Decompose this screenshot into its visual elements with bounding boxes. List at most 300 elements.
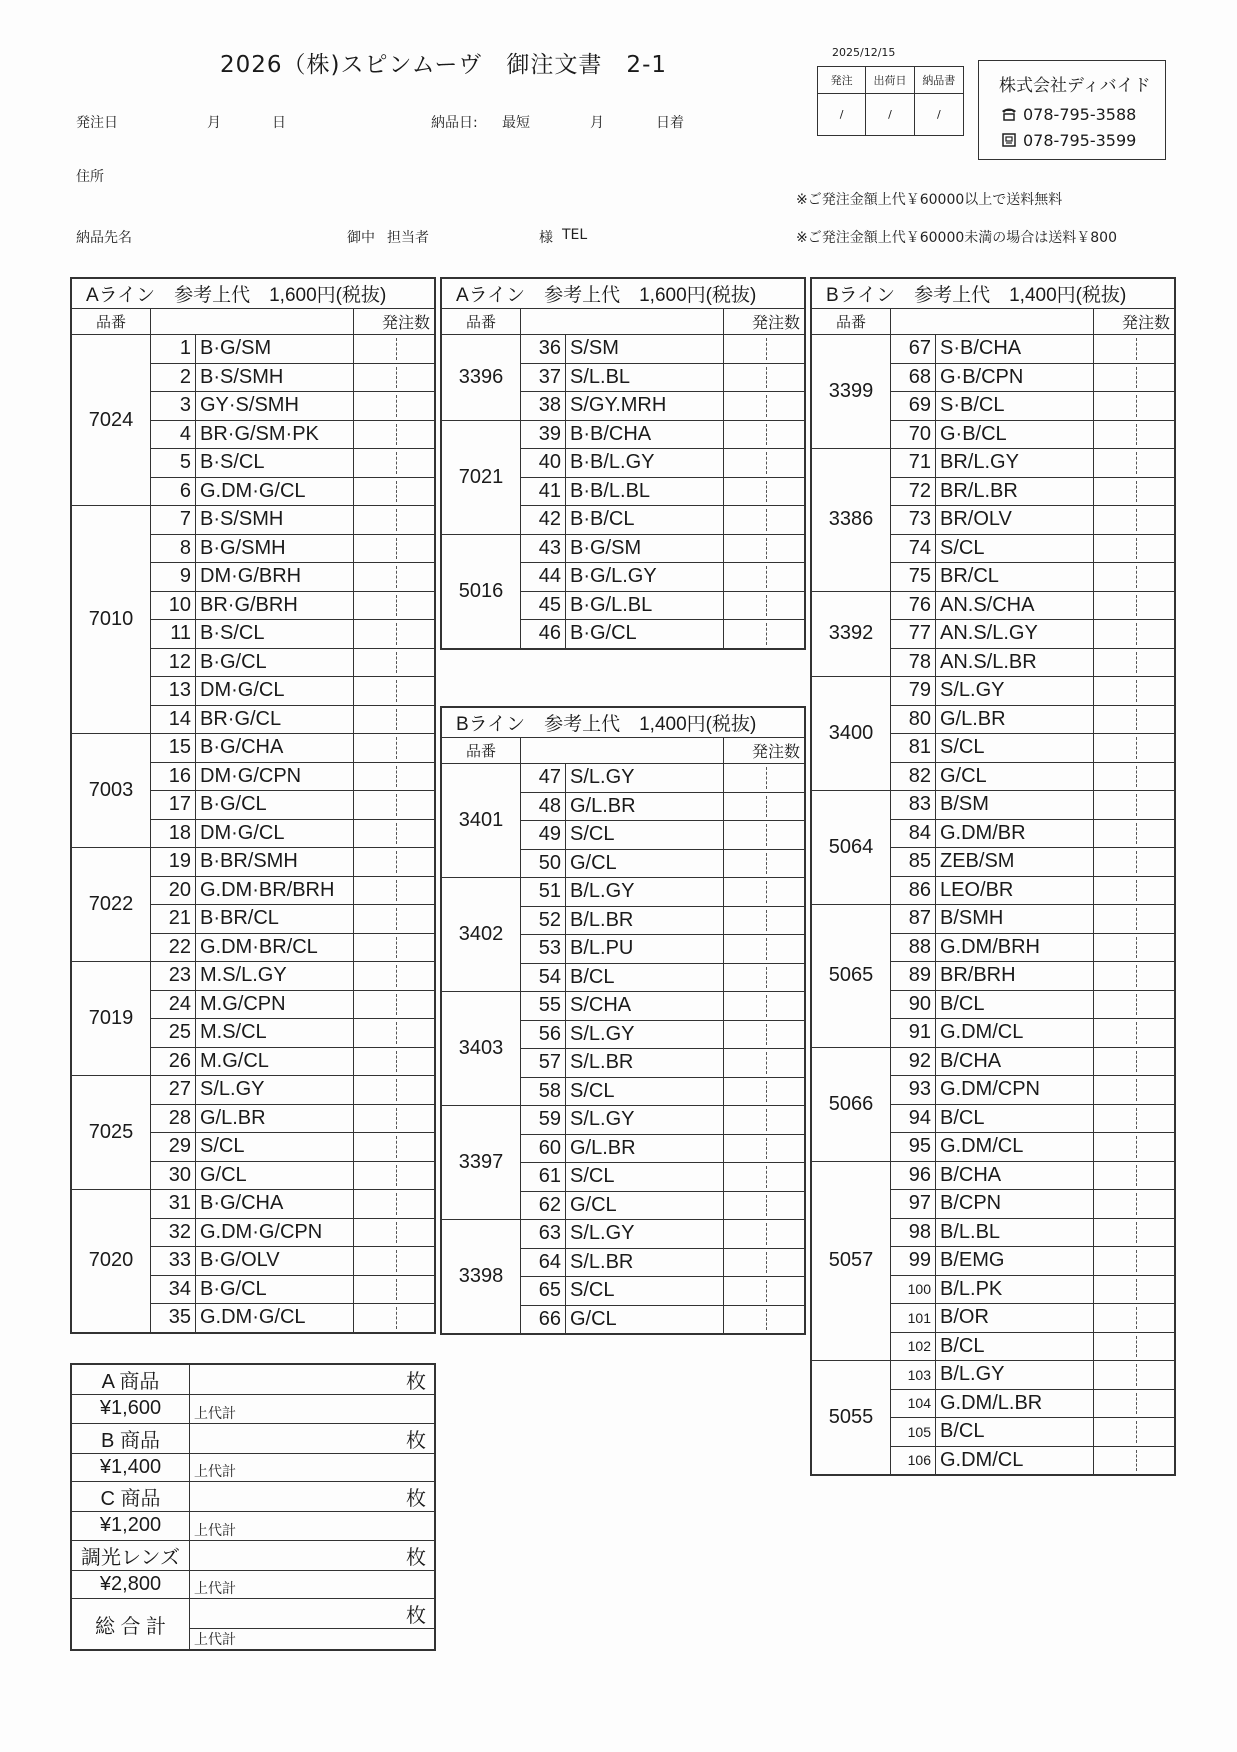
color-code: BR/L.GY <box>936 449 1094 478</box>
color-code: B/CL <box>936 1104 1094 1133</box>
table-row <box>441 992 805 1021</box>
table-row <box>71 734 435 763</box>
color-code: S/L.BR <box>566 1049 724 1078</box>
order-qty-field[interactable] <box>1094 990 1176 1019</box>
item-number: 106 <box>891 1446 936 1475</box>
item-number: 66 <box>521 1305 566 1334</box>
summary-row <box>71 1423 435 1453</box>
order-qty-field[interactable] <box>354 1275 436 1304</box>
order-qty-field[interactable] <box>724 1248 806 1277</box>
order-qty-field[interactable] <box>1094 962 1176 991</box>
order-qty-field[interactable] <box>724 878 806 907</box>
item-number: 53 <box>521 935 566 964</box>
color-code: M.S/L.GY <box>196 962 354 991</box>
grand-total-label: 総 合 計 <box>71 1599 190 1651</box>
item-number: 100 <box>891 1275 936 1304</box>
model-number: 5064 <box>811 791 891 905</box>
color-code: S/L.BL <box>566 363 724 392</box>
item-number: 90 <box>891 990 936 1019</box>
table-row <box>441 1220 805 1249</box>
color-code: G.DM/BR <box>936 819 1094 848</box>
item-number: 62 <box>521 1191 566 1220</box>
order-qty-field[interactable] <box>1094 1104 1176 1133</box>
order-qty-field[interactable] <box>354 1019 436 1048</box>
color-code: B·G/L.GY <box>566 563 724 592</box>
model-number: 3386 <box>811 449 891 592</box>
order-qty-field[interactable] <box>1094 534 1176 563</box>
order-qty-field[interactable] <box>724 1077 806 1106</box>
order-qty-field[interactable] <box>1094 591 1176 620</box>
table-row <box>811 449 1175 478</box>
color-code: GY·S/SMH <box>196 392 354 421</box>
item-number: 86 <box>891 876 936 905</box>
model-number: 5065 <box>811 905 891 1048</box>
color-code: AN.S/CHA <box>936 591 1094 620</box>
order-day-label: 日 <box>272 115 286 131</box>
order-qty-field[interactable] <box>1094 335 1176 364</box>
order-qty-field[interactable] <box>354 591 436 620</box>
color-code: G·B/CPN <box>936 363 1094 392</box>
order-qty-field[interactable] <box>354 449 436 478</box>
order-qty-field[interactable] <box>354 477 436 506</box>
table-row <box>441 335 805 364</box>
item-number: 61 <box>521 1163 566 1192</box>
color-code: B·G/SMH <box>196 534 354 563</box>
model-number: 7010 <box>71 506 151 734</box>
table-caption: Bライン 参考上代 1,400円(税抜) <box>811 278 1175 309</box>
item-number: 43 <box>521 534 566 563</box>
order-qty-field[interactable] <box>724 1220 806 1249</box>
color-code: B·G/SM <box>566 534 724 563</box>
order-qty-field[interactable] <box>1094 392 1176 421</box>
item-number: 50 <box>521 849 566 878</box>
color-code: DM·G/CPN <box>196 762 354 791</box>
color-code: ZEB/SM <box>936 848 1094 877</box>
color-code: B/L.BL <box>936 1218 1094 1247</box>
color-code: AN.S/L.BR <box>936 648 1094 677</box>
count-field[interactable]: 枚 <box>190 1423 436 1453</box>
order-qty-field[interactable] <box>1094 1304 1176 1333</box>
summary-row <box>71 1395 435 1424</box>
summary-row <box>71 1540 435 1570</box>
col-header-model: 品番 <box>71 309 151 335</box>
item-number: 91 <box>891 1019 936 1048</box>
model-number: 5066 <box>811 1047 891 1161</box>
col-header-qty: 発注数 <box>354 309 436 335</box>
order-qty-field[interactable] <box>1094 848 1176 877</box>
item-number: 84 <box>891 819 936 848</box>
order-qty-field[interactable] <box>1094 1247 1176 1276</box>
color-code: B·S/CL <box>196 449 354 478</box>
total-price-field[interactable]: 上代計 <box>190 1512 436 1541</box>
order-qty-field[interactable] <box>1094 876 1176 905</box>
order-qty-field[interactable] <box>354 705 436 734</box>
color-code: B/CL <box>566 963 724 992</box>
table-row <box>441 878 805 907</box>
sama-label: 様 <box>539 230 553 246</box>
order-qty-field[interactable] <box>724 764 806 793</box>
item-number: 52 <box>521 906 566 935</box>
color-code: G/CL <box>566 849 724 878</box>
summary-table <box>70 1363 436 1651</box>
order-qty-field[interactable] <box>354 819 436 848</box>
order-qty-field[interactable] <box>1094 1047 1176 1076</box>
shipping-note-free: ※ご発注金額上代￥60000以上で送料無料 <box>796 192 1063 208</box>
color-code: G.DM/CPN <box>936 1076 1094 1105</box>
onchu-label: 御中 <box>347 230 375 246</box>
model-number: 7022 <box>71 848 151 962</box>
item-number: 6 <box>151 477 196 506</box>
item-number: 35 <box>151 1304 196 1333</box>
order-qty-field[interactable] <box>354 1161 436 1190</box>
model-number: 5016 <box>441 534 521 649</box>
order-qty-field[interactable] <box>724 906 806 935</box>
order-qty-field[interactable] <box>1094 734 1176 763</box>
item-number: 1 <box>151 335 196 364</box>
order-qty-field[interactable] <box>1094 819 1176 848</box>
table-row <box>811 591 1175 620</box>
table-row <box>441 764 805 793</box>
item-number: 74 <box>891 534 936 563</box>
order-qty-field[interactable] <box>354 990 436 1019</box>
order-qty-field[interactable] <box>354 848 436 877</box>
order-qty-field[interactable] <box>354 791 436 820</box>
order-qty-field[interactable] <box>1094 620 1176 649</box>
color-code: B/L.PU <box>566 935 724 964</box>
order-qty-field[interactable] <box>1094 933 1176 962</box>
delivery-earliest-label: 最短 <box>502 115 530 131</box>
model-number: 5057 <box>811 1161 891 1361</box>
order-qty-field[interactable] <box>724 534 806 563</box>
order-qty-field[interactable] <box>724 1106 806 1135</box>
summary-row <box>71 1364 435 1395</box>
order-qty-field[interactable] <box>724 392 806 421</box>
order-qty-field[interactable] <box>1094 1133 1176 1162</box>
item-number: 57 <box>521 1049 566 1078</box>
color-code: S/CL <box>566 1277 724 1306</box>
order-qty-field[interactable] <box>354 506 436 535</box>
color-code: B/L.GY <box>936 1361 1094 1390</box>
color-code: M.S/CL <box>196 1019 354 1048</box>
order-qty-field[interactable] <box>1094 705 1176 734</box>
order-qty-field[interactable] <box>724 420 806 449</box>
model-number: 3399 <box>811 335 891 449</box>
color-code: AN.S/L.GY <box>936 620 1094 649</box>
table-row <box>811 677 1175 706</box>
total-price-field[interactable]: 上代計 <box>190 1570 436 1599</box>
product-class-price: ¥2,800 <box>71 1570 190 1599</box>
order-qty-field[interactable] <box>724 563 806 592</box>
product-table-a-middle <box>440 277 806 650</box>
item-number: 83 <box>891 791 936 820</box>
product-class-name: A 商品 <box>71 1364 190 1395</box>
stamp-date: 2025/12/15 <box>832 46 896 59</box>
order-qty-field[interactable] <box>1094 563 1176 592</box>
address-label: 住所 <box>76 169 104 185</box>
color-code: BR/L.BR <box>936 477 1094 506</box>
order-qty-field[interactable] <box>724 506 806 535</box>
order-qty-field[interactable] <box>354 876 436 905</box>
order-qty-field[interactable] <box>1094 1275 1176 1304</box>
color-code: G/L.BR <box>196 1104 354 1133</box>
item-number: 80 <box>891 705 936 734</box>
table-row <box>811 791 1175 820</box>
order-qty-field[interactable] <box>354 1133 436 1162</box>
col-header-blank <box>151 309 354 335</box>
item-number: 45 <box>521 591 566 620</box>
item-number: 10 <box>151 591 196 620</box>
order-qty-field[interactable] <box>724 620 806 649</box>
summary-row <box>71 1512 435 1541</box>
order-qty-field[interactable] <box>354 905 436 934</box>
color-code: G.DM·G/CL <box>196 477 354 506</box>
order-qty-field[interactable] <box>1094 1019 1176 1048</box>
item-number: 11 <box>151 620 196 649</box>
item-number: 103 <box>891 1361 936 1390</box>
stamp-col-ship: 出荷日 <box>866 67 914 94</box>
table-row <box>441 420 805 449</box>
order-qty-field[interactable] <box>1094 1418 1176 1447</box>
item-number: 4 <box>151 420 196 449</box>
order-qty-field[interactable] <box>354 392 436 421</box>
color-code: B/CL <box>936 1332 1094 1361</box>
color-code: M.G/CPN <box>196 990 354 1019</box>
order-qty-field[interactable] <box>1094 905 1176 934</box>
order-qty-field[interactable] <box>354 335 436 364</box>
item-number: 79 <box>891 677 936 706</box>
order-qty-field[interactable] <box>724 1134 806 1163</box>
delivery-day-label: 日着 <box>656 115 684 131</box>
order-qty-field[interactable] <box>354 962 436 991</box>
summary-row <box>71 1570 435 1599</box>
item-number: 93 <box>891 1076 936 1105</box>
order-qty-field[interactable] <box>724 1020 806 1049</box>
order-qty-field[interactable] <box>1094 648 1176 677</box>
color-code: B/L.BR <box>566 906 724 935</box>
item-number: 105 <box>891 1418 936 1447</box>
color-code: S/L.GY <box>566 1106 724 1135</box>
color-code: G/L.BR <box>566 792 724 821</box>
item-number: 71 <box>891 449 936 478</box>
order-qty-field[interactable] <box>354 933 436 962</box>
order-qty-field[interactable] <box>724 821 806 850</box>
order-qty-field[interactable] <box>1094 506 1176 535</box>
col-header-blank <box>521 309 724 335</box>
order-qty-field[interactable] <box>724 992 806 1021</box>
order-qty-field[interactable] <box>354 1247 436 1276</box>
count-field[interactable]: 枚 <box>190 1364 436 1395</box>
table-header-row <box>441 309 805 335</box>
order-qty-field[interactable] <box>1094 449 1176 478</box>
table-row <box>811 905 1175 934</box>
order-qty-field[interactable] <box>1094 420 1176 449</box>
table-header-row <box>71 309 435 335</box>
table-row <box>811 1161 1175 1190</box>
order-qty-field[interactable] <box>1094 1361 1176 1390</box>
model-number: 3397 <box>441 1106 521 1220</box>
color-code: G.DM/CL <box>936 1446 1094 1475</box>
shipping-note-fee: ※ご発注金額上代￥60000未満の場合は送料￥800 <box>796 230 1117 246</box>
item-number: 68 <box>891 363 936 392</box>
summary-row <box>71 1482 435 1512</box>
color-code: B·G/OLV <box>196 1247 354 1276</box>
order-qty-field[interactable] <box>724 477 806 506</box>
item-number: 46 <box>521 620 566 649</box>
order-qty-field[interactable] <box>1094 363 1176 392</box>
model-number: 3403 <box>441 992 521 1106</box>
color-code: G.DM/CL <box>936 1019 1094 1048</box>
table-row <box>71 1076 435 1105</box>
item-number: 104 <box>891 1389 936 1418</box>
item-number: 98 <box>891 1218 936 1247</box>
table-row <box>71 506 435 535</box>
order-qty-field[interactable] <box>1094 677 1176 706</box>
item-number: 5 <box>151 449 196 478</box>
color-code: S/CL <box>566 1077 724 1106</box>
order-qty-field[interactable] <box>724 591 806 620</box>
order-qty-field[interactable] <box>354 1218 436 1247</box>
order-qty-field[interactable] <box>724 1163 806 1192</box>
order-qty-field[interactable] <box>354 734 436 763</box>
item-number: 51 <box>521 878 566 907</box>
table-row <box>811 1047 1175 1076</box>
col-header-model: 品番 <box>811 309 891 335</box>
item-number: 12 <box>151 648 196 677</box>
order-qty-field[interactable] <box>724 1191 806 1220</box>
item-number: 54 <box>521 963 566 992</box>
order-qty-field[interactable] <box>354 1190 436 1219</box>
order-qty-field[interactable] <box>724 1305 806 1334</box>
item-number: 47 <box>521 764 566 793</box>
col-header-qty: 発注数 <box>724 738 806 764</box>
order-qty-field[interactable] <box>1094 1190 1176 1219</box>
order-qty-field[interactable] <box>724 449 806 478</box>
order-qty-field[interactable] <box>724 849 806 878</box>
order-qty-field[interactable] <box>1094 1389 1176 1418</box>
tel-number: 078-795-3588 <box>1023 105 1137 124</box>
stamp-slash: / <box>866 94 914 135</box>
color-code: B·BR/CL <box>196 905 354 934</box>
color-code: G.DM/BRH <box>936 933 1094 962</box>
grand-total-price-field[interactable]: 上代計 <box>190 1629 436 1651</box>
order-qty-field[interactable] <box>1094 791 1176 820</box>
item-number: 28 <box>151 1104 196 1133</box>
order-date-label: 発注日 <box>76 115 118 131</box>
color-code: B/CL <box>936 990 1094 1019</box>
color-code: G/CL <box>196 1161 354 1190</box>
order-qty-field[interactable] <box>1094 1218 1176 1247</box>
col-header-qty: 発注数 <box>724 309 806 335</box>
color-code: B·BR/SMH <box>196 848 354 877</box>
item-number: 63 <box>521 1220 566 1249</box>
total-price-field[interactable]: 上代計 <box>190 1395 436 1424</box>
order-qty-field[interactable] <box>724 963 806 992</box>
order-qty-field[interactable] <box>354 1076 436 1105</box>
color-code: B·G/CHA <box>196 1190 354 1219</box>
order-qty-field[interactable] <box>724 1049 806 1078</box>
item-number: 38 <box>521 392 566 421</box>
item-number: 87 <box>891 905 936 934</box>
order-qty-field[interactable] <box>724 363 806 392</box>
color-code: S/L.GY <box>196 1076 354 1105</box>
product-class-price: ¥1,600 <box>71 1395 190 1424</box>
item-number: 44 <box>521 563 566 592</box>
item-number: 94 <box>891 1104 936 1133</box>
color-code: B·S/SMH <box>196 363 354 392</box>
order-qty-field[interactable] <box>354 563 436 592</box>
order-qty-field[interactable] <box>1094 1076 1176 1105</box>
order-qty-field[interactable] <box>354 1304 436 1333</box>
table-header-row <box>811 309 1175 335</box>
color-code: B·G/SM <box>196 335 354 364</box>
item-number: 15 <box>151 734 196 763</box>
color-code: G.DM·G/CL <box>196 1304 354 1333</box>
color-code: S/CL <box>566 821 724 850</box>
total-price-field[interactable]: 上代計 <box>190 1453 436 1482</box>
count-field[interactable]: 枚 <box>190 1482 436 1512</box>
order-qty-field[interactable] <box>354 363 436 392</box>
order-qty-field[interactable] <box>1094 762 1176 791</box>
color-code: B/EMG <box>936 1247 1094 1276</box>
item-number: 78 <box>891 648 936 677</box>
order-qty-field[interactable] <box>354 1104 436 1133</box>
color-code: B/CL <box>936 1418 1094 1447</box>
color-code: B·G/L.BL <box>566 591 724 620</box>
grand-count-field[interactable]: 枚 <box>190 1599 436 1629</box>
order-qty-field[interactable] <box>1094 1446 1176 1475</box>
product-table-b-right <box>810 277 1176 1476</box>
order-qty-field[interactable] <box>1094 1161 1176 1190</box>
color-code: S/L.BR <box>566 1248 724 1277</box>
item-number: 92 <box>891 1047 936 1076</box>
count-field[interactable]: 枚 <box>190 1540 436 1570</box>
item-number: 29 <box>151 1133 196 1162</box>
order-qty-field[interactable] <box>354 762 436 791</box>
item-number: 49 <box>521 821 566 850</box>
color-code: G/L.BR <box>566 1134 724 1163</box>
product-table-b-middle <box>440 706 806 1335</box>
page-title: 2026（株)スピンムーヴ 御注文書 2-1 <box>220 52 668 78</box>
order-qty-field[interactable] <box>1094 1332 1176 1361</box>
table-row <box>71 848 435 877</box>
item-number: 65 <box>521 1277 566 1306</box>
delivery-date-label: 納品日: <box>431 115 478 131</box>
order-qty-field[interactable] <box>1094 477 1176 506</box>
item-number: 97 <box>891 1190 936 1219</box>
order-qty-field[interactable] <box>354 620 436 649</box>
color-code: S/CHA <box>566 992 724 1021</box>
item-number: 82 <box>891 762 936 791</box>
color-code: S·B/CL <box>936 392 1094 421</box>
order-qty-field[interactable] <box>354 420 436 449</box>
order-qty-field[interactable] <box>354 648 436 677</box>
order-qty-field[interactable] <box>724 335 806 364</box>
color-code: B·G/CL <box>196 791 354 820</box>
order-qty-field[interactable] <box>724 1277 806 1306</box>
color-code: DM·G/CL <box>196 677 354 706</box>
order-qty-field[interactable] <box>354 534 436 563</box>
item-number: 13 <box>151 677 196 706</box>
order-qty-field[interactable] <box>724 792 806 821</box>
order-qty-field[interactable] <box>724 935 806 964</box>
table-caption-row <box>71 278 435 309</box>
order-qty-field[interactable] <box>354 1047 436 1076</box>
company-name: 株式会社ディバイド <box>999 76 1151 96</box>
color-code: S/L.GY <box>566 764 724 793</box>
item-number: 76 <box>891 591 936 620</box>
color-code: B/SM <box>936 791 1094 820</box>
order-qty-field[interactable] <box>354 677 436 706</box>
